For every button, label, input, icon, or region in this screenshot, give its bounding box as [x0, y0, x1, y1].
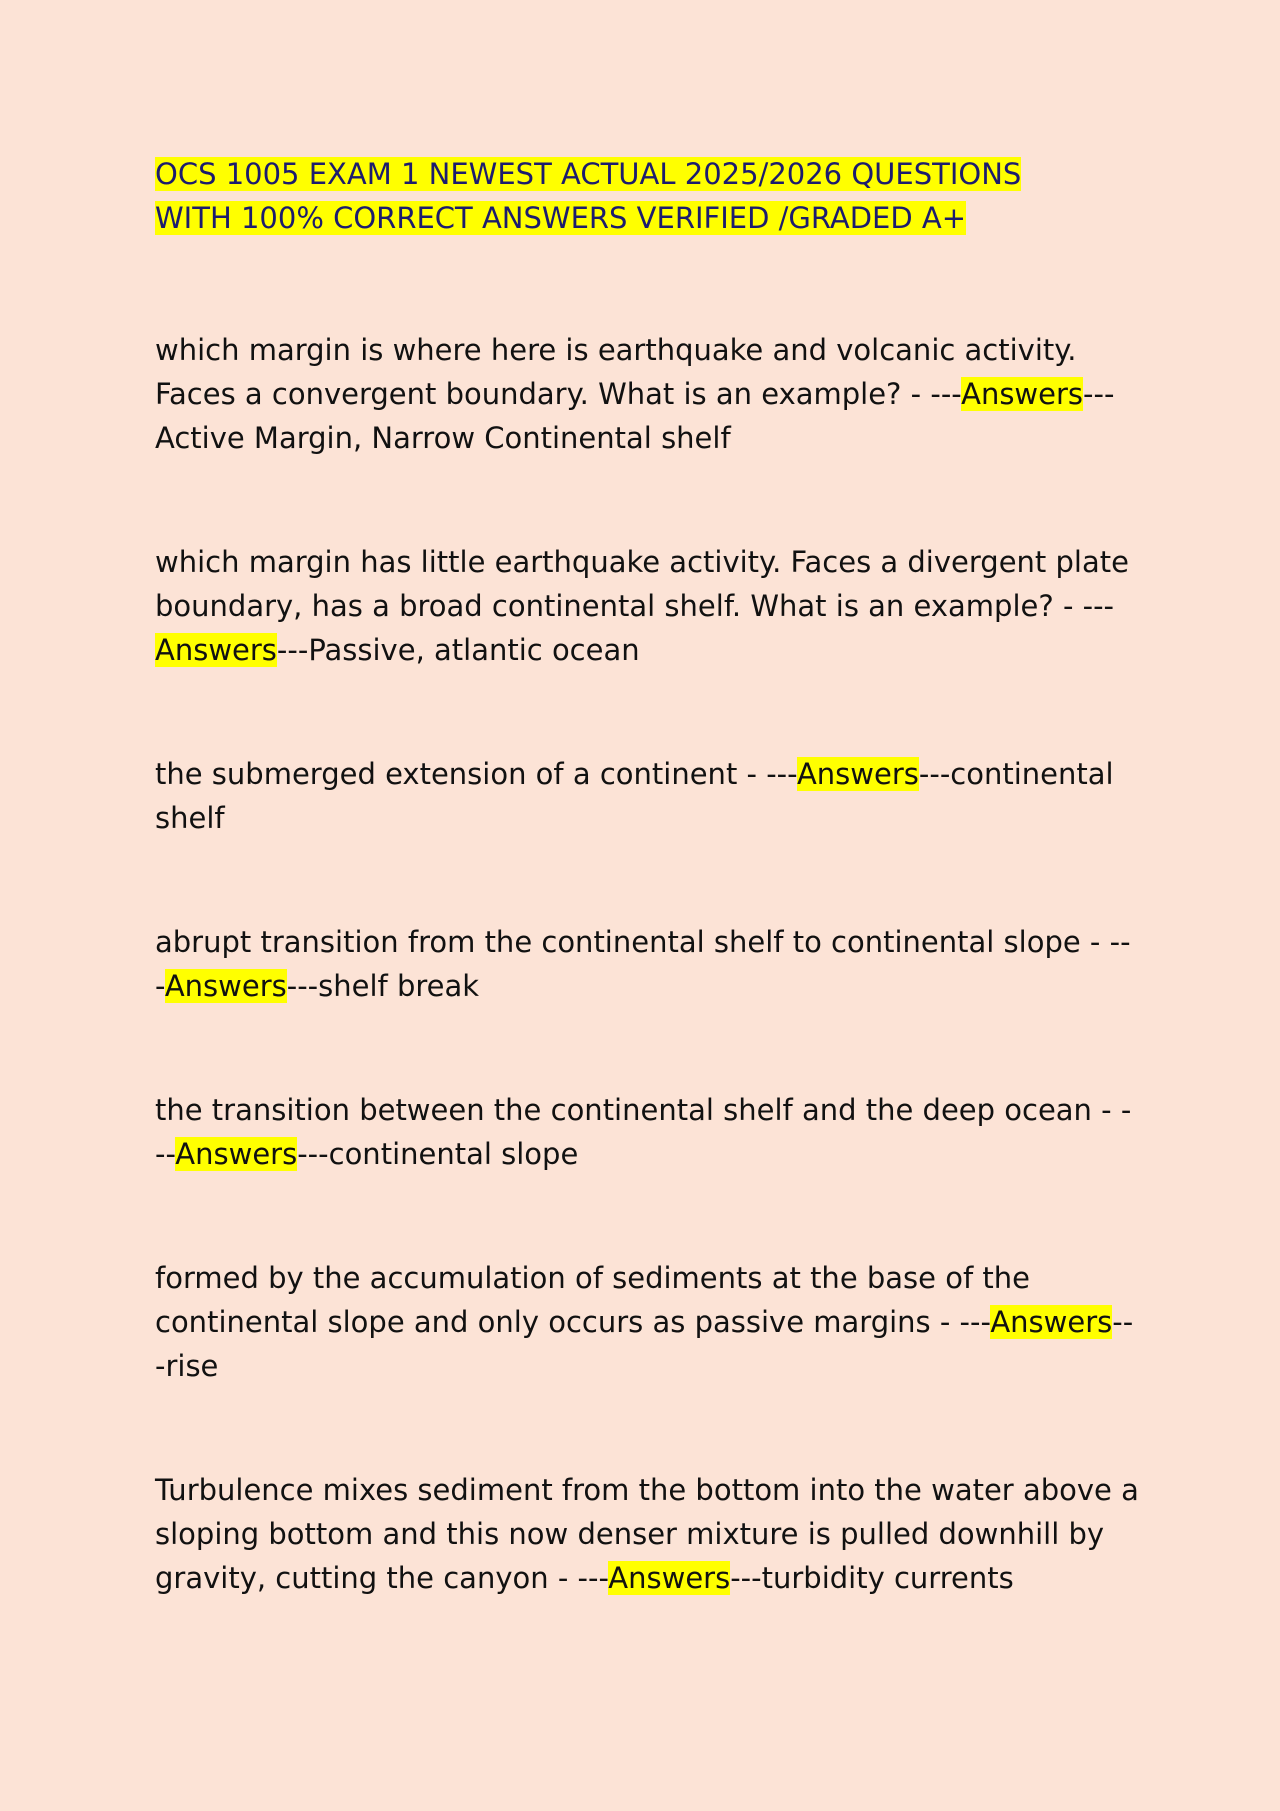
question-text: abrupt transition from the continental shelf to continental slope - ---: [155, 925, 1131, 1003]
question-text: the transition between the continental shelf and the deep ocean - ---: [155, 1093, 1132, 1171]
answers-marker: Answers: [961, 377, 1084, 411]
answers-marker: Answers: [164, 969, 287, 1003]
answer-separator: ---: [1083, 377, 1114, 411]
qa-item: [155, 540, 1140, 672]
answers-marker: Answers: [175, 1137, 298, 1171]
answers-marker: Answers: [796, 757, 919, 791]
qa-item: [155, 752, 1140, 840]
answer-separator: ---: [730, 1561, 762, 1595]
answer-text: continental slope: [328, 1137, 579, 1171]
answer-separator: ---: [918, 757, 951, 791]
qa-item: [155, 1088, 1140, 1176]
answer-text: Active Margin, Narrow Continental shelf: [155, 421, 731, 455]
qa-item: [155, 1256, 1140, 1388]
qa-item: [155, 1468, 1149, 1600]
question-text: Turbulence mixes sediment from the bottom into the water above a sloping bottom and this now denser mixture is pulled downhill by gravity, cutting the canyon - ---: [155, 1473, 1149, 1595]
title-line-2: WITH 100% CORRECT ANSWERS VERIFIED /GRADED A+: [155, 201, 967, 235]
answer-separator: ---: [276, 633, 309, 667]
answers-marker: Answers: [990, 1305, 1113, 1339]
document-title: [155, 152, 1140, 240]
qa-item: [155, 328, 1140, 460]
answer-text: turbidity currents: [761, 1561, 1014, 1595]
answer-text: Passive, atlantic ocean: [308, 633, 640, 667]
question-text: which margin is where here is earthquake and volcanic activity. Faces a convergent boundary. What is an example? - ---: [155, 333, 1086, 411]
answer-text: rise: [165, 1349, 219, 1383]
answer-separator: ---: [297, 1137, 329, 1171]
answers-marker: Answers: [155, 633, 277, 667]
question-text: which margin has little earthquake activity. Faces a divergent plate boundary, has a broad continental shelf. What is an example? - ---: [155, 545, 1139, 623]
question-text: formed by the accumulation of sediments at the base of the continental slope and only occurs as passive margins - ---: [155, 1261, 1040, 1339]
qa-item: [155, 920, 1140, 1008]
title-line-1: OCS 1005 EXAM 1 NEWEST ACTUAL 2025/2026 QUESTIONS: [155, 157, 1022, 191]
answer-text: continental shelf: [155, 757, 1123, 835]
qa-list: [155, 328, 1149, 1600]
question-text: the submerged extension of a continent - ---: [155, 757, 797, 791]
answers-marker: Answers: [608, 1561, 731, 1595]
answer-text: shelf break: [318, 969, 480, 1003]
answer-separator: ---: [155, 1305, 1134, 1383]
answer-separator: ---: [286, 969, 319, 1003]
